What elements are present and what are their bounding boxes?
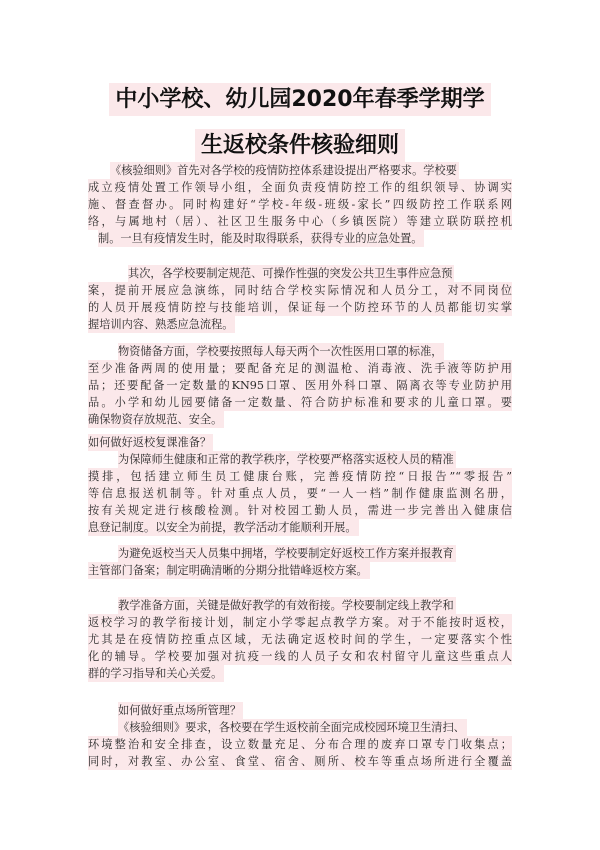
text-line: 为避免返校当天人员集中拥堵，学校要制定好返校工作方案并报教育 bbox=[118, 547, 454, 560]
text-line: 物资储备方面，学校要按照每人每天两个一次性医用口罩的标准， bbox=[118, 345, 443, 358]
text-line: 化的辅导。学校要加强对抗疫一线的人员子女和农村留守儿童这些重点人 bbox=[88, 650, 512, 663]
text-line: 《核验细则》首先对各学校的疫情防控体系建设提出严格要求。学校要 bbox=[110, 164, 457, 177]
text-line: 成立疫情处置工作领导小组，全面负责疫情防控工作的组织领导、协调实 bbox=[88, 181, 512, 194]
text-line: 同时，对教室、办公室、食堂、宿舍、厕所、校车等重点场所进行全覆盖 bbox=[88, 755, 512, 768]
text-line: 按有关规定进行核酸检测。针对校园工勤人员，需进一步完善出入健康信 bbox=[88, 504, 512, 517]
text-line: 品；还要配备一定数量的KN95口罩、医用外科口罩、隔离衣等专业防护用 bbox=[88, 379, 512, 392]
text-line: 主管部门备案；制定明确清晰的分期分批错峰返校方案。 bbox=[88, 564, 368, 577]
section-heading-key-places: 如何做好重点场所管理？ bbox=[118, 704, 242, 717]
text-line: 握培训内容、熟悉应急流程。 bbox=[88, 318, 234, 331]
text-line: 施、督查督办。同时构建好“学校-年级-班级-家长”四级防控工作联系网 bbox=[88, 198, 512, 211]
text-line: 制。一旦有疫情发生时，能及时取得联系，获得专业的应急处置。 bbox=[98, 232, 423, 245]
text-line: 返校学习的教学衔接计划，制定小学零起点教学方案。对于不能按时返校， bbox=[88, 616, 512, 629]
text-line: 摸排，包括建立师生员工健康台账，完善疫情防控“日报告”“零报告” bbox=[88, 470, 512, 483]
text-line: 的人员开展疫情防控与技能培训，保证每一个防控环节的人员都能切实掌 bbox=[88, 301, 512, 314]
text-line: 环境整治和安全排查，设立数量充足、分布合理的废弃口罩专门收集点； bbox=[88, 738, 512, 751]
text-line: 络，与属地村（居）、社区卫生服务中心（乡镇医院）等建立联防联控机 bbox=[88, 215, 512, 228]
text-line: 群的学习指导和关心关爱。 bbox=[88, 667, 223, 680]
text-line: 教学准备方面，关键是做好教学的有效衔接。学校要制定线上教学和 bbox=[118, 599, 454, 612]
document-title-line-2: 生返校条件核验细则 bbox=[0, 128, 600, 159]
text-line: 至少准备两周的使用量；要配备充足的测温枪、消毒液、洗手液等防护用 bbox=[88, 362, 512, 375]
section-heading-reopening: 如何做好返校复课准备？ bbox=[88, 436, 212, 449]
text-line: 其次，各学校要制定规范、可操作性强的突发公共卫生事件应急预 bbox=[128, 267, 453, 280]
document-title-line-1: 中小学校、幼儿园2020年春季学期学 bbox=[0, 82, 600, 113]
text-line: 息登记制度。以安全为前提，教学活动才能顺利开展。 bbox=[88, 521, 357, 534]
text-line: 案，提前开展应急演练，同时结合学校实际情况和人员分工，对不同岗位 bbox=[88, 284, 512, 297]
text-line: 尤其是在疫情防控重点区域，无法确定返校时间的学生，一定要落实个性 bbox=[88, 633, 512, 646]
text-line: 为保障师生健康和正常的教学秩序，学校要严格落实返校人员的精准 bbox=[118, 453, 454, 466]
text-line: 等信息报送机制等。针对重点人员，要“一人一档”制作健康监测名册， bbox=[88, 487, 512, 500]
text-line: 《核验细则》要求，各校要在学生返校前全面完成校园环境卫生清扫、 bbox=[118, 721, 465, 734]
text-line: 确保物资存放规范、安全。 bbox=[88, 413, 223, 426]
text-line: 品。小学和幼儿园要储备一定数量、符合防护标准和要求的儿童口罩。要 bbox=[88, 396, 512, 409]
